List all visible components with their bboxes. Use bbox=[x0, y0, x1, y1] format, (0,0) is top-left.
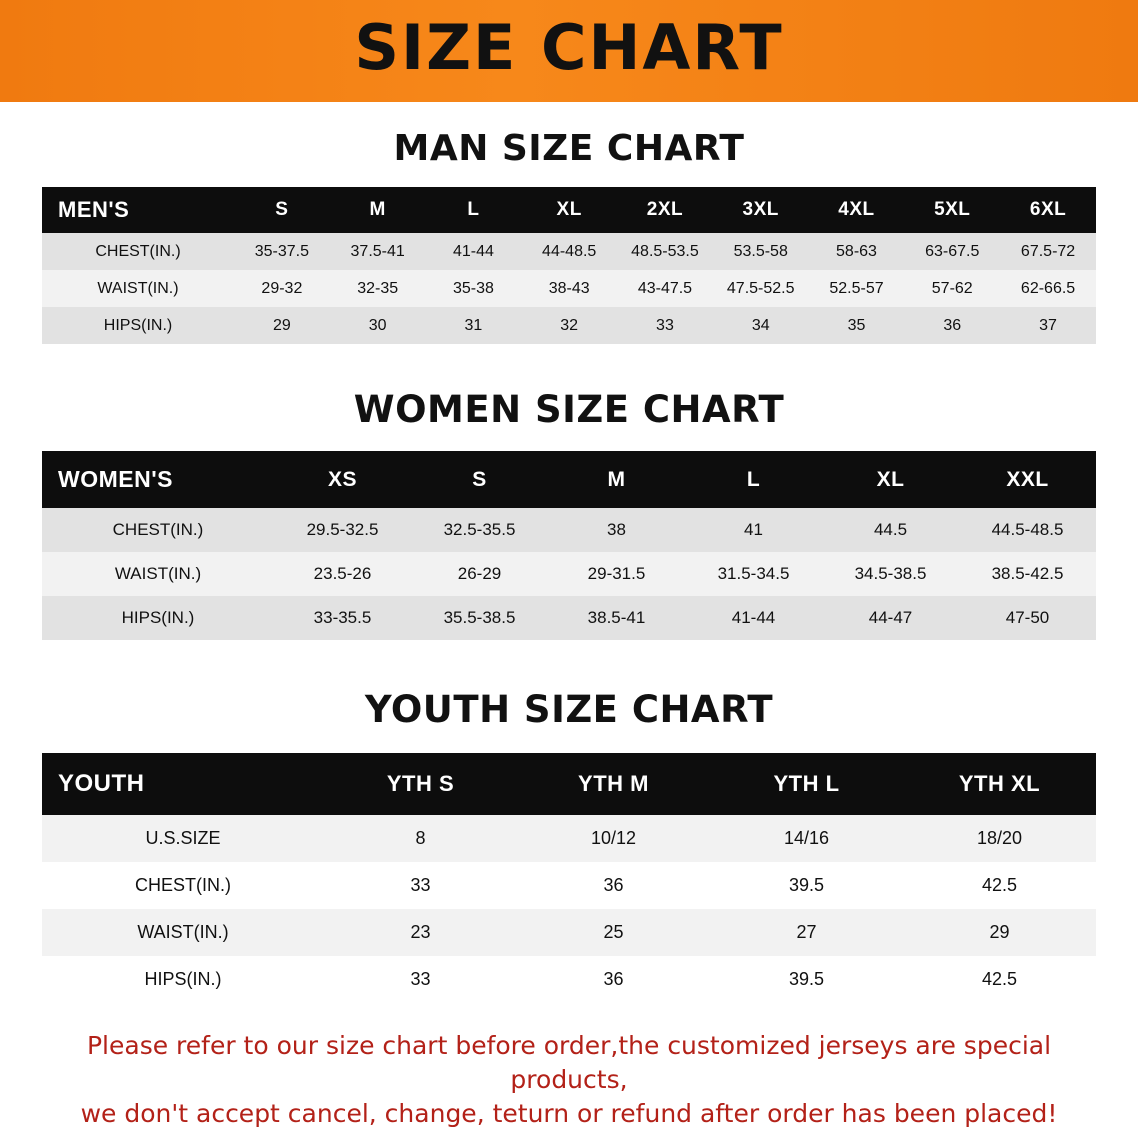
women-col-3: M bbox=[607, 467, 626, 491]
youth-waist-l: 27 bbox=[796, 922, 817, 942]
youth-hips-l: 39.5 bbox=[788, 969, 825, 989]
youth-chest-s: 33 bbox=[410, 875, 431, 895]
man-col-9: 6XL bbox=[1029, 199, 1067, 220]
youth-col-4: YTH XL bbox=[958, 771, 1041, 796]
table-row bbox=[42, 270, 1096, 307]
youth-table-body bbox=[42, 815, 1096, 1003]
women-chest-m: 38 bbox=[607, 520, 626, 539]
youth-hips-xl: 42.5 bbox=[981, 969, 1018, 989]
man-hips-m: 30 bbox=[368, 316, 387, 334]
youth-size-table bbox=[42, 753, 1096, 1003]
youth-chest-xl: 42.5 bbox=[981, 875, 1018, 895]
man-waist-3xl: 47.5-52.5 bbox=[726, 279, 795, 297]
youth-table-header bbox=[42, 753, 1096, 815]
man-hips-3xl: 34 bbox=[751, 316, 770, 334]
man-col-3: L bbox=[467, 199, 480, 220]
youth-hips-s: 33 bbox=[410, 969, 431, 989]
man-corner-label: MEN'S bbox=[58, 197, 130, 222]
man-chest-2xl: 48.5-53.5 bbox=[631, 242, 699, 260]
man-waist-xl: 38-43 bbox=[548, 279, 590, 297]
youth-chest-m: 36 bbox=[603, 875, 624, 895]
man-hips-6xl: 37 bbox=[1039, 316, 1057, 334]
women-col-2: S bbox=[472, 467, 487, 491]
man-hips-5xl: 36 bbox=[943, 316, 962, 334]
man-chest-4xl: 58-63 bbox=[836, 242, 877, 260]
women-size-table-wrap bbox=[42, 451, 1096, 640]
youth-chest-l: 39.5 bbox=[788, 875, 825, 895]
man-waist-2xl: 43-47.5 bbox=[637, 279, 693, 297]
youth-size-table-wrap bbox=[42, 753, 1096, 1003]
youth-ussize-s: 8 bbox=[415, 828, 426, 848]
man-chest-xl: 44-48.5 bbox=[542, 242, 597, 260]
table-row bbox=[42, 552, 1096, 596]
man-chest-6xl: 67.5-72 bbox=[1020, 242, 1076, 260]
youth-waist-xl: 29 bbox=[989, 922, 1010, 942]
youth-col-2: YTH M bbox=[578, 771, 649, 796]
table-row bbox=[42, 233, 1096, 270]
banner bbox=[0, 0, 1138, 102]
women-col-1: XS bbox=[327, 467, 357, 491]
man-hips-2xl: 33 bbox=[656, 316, 674, 334]
women-hips-s: 35.5-38.5 bbox=[443, 608, 516, 627]
women-chest-xs: 29.5-32.5 bbox=[306, 520, 379, 539]
youth-hips-m: 36 bbox=[603, 969, 624, 989]
women-corner-label: WOMEN'S bbox=[58, 466, 174, 492]
women-row-label-waist: WAIST(IN.) bbox=[114, 564, 202, 583]
women-chest-s: 32.5-35.5 bbox=[443, 520, 516, 539]
table-header-row bbox=[42, 187, 1096, 233]
man-waist-5xl: 57-62 bbox=[931, 279, 973, 297]
table-row bbox=[42, 862, 1096, 909]
footer-line-2: we don't accept cancel, change, teturn or refund after order has been placed! bbox=[80, 1098, 1058, 1128]
man-chest-m: 37.5-41 bbox=[350, 242, 405, 260]
man-section-heading: MAN SIZE CHART bbox=[393, 128, 745, 169]
man-size-table-wrap bbox=[42, 187, 1096, 344]
man-waist-m: 32-35 bbox=[357, 279, 399, 297]
man-row-label-chest: CHEST(IN.) bbox=[95, 242, 181, 260]
man-table-header bbox=[42, 187, 1096, 233]
man-table-body bbox=[42, 233, 1096, 344]
women-chest-l: 41 bbox=[744, 520, 763, 539]
women-table-header bbox=[42, 451, 1096, 508]
man-col-7: 4XL bbox=[838, 199, 875, 220]
table-header-row bbox=[42, 753, 1096, 815]
man-chest-5xl: 63-67.5 bbox=[925, 242, 980, 260]
man-hips-xl: 32 bbox=[560, 316, 579, 334]
youth-row-label-chest: CHEST(IN.) bbox=[135, 875, 231, 895]
youth-col-3: YTH L bbox=[773, 771, 840, 796]
women-waist-l: 31.5-34.5 bbox=[717, 564, 790, 583]
man-hips-4xl: 35 bbox=[847, 316, 866, 334]
women-hips-xl: 44-47 bbox=[868, 608, 913, 627]
youth-ussize-m: 10/12 bbox=[590, 828, 637, 848]
youth-corner-label: YOUTH bbox=[58, 770, 145, 797]
youth-row-label-ussize: U.S.SIZE bbox=[145, 828, 221, 848]
man-size-table bbox=[42, 187, 1096, 344]
man-col-1: S bbox=[275, 199, 289, 220]
women-waist-m: 29-31.5 bbox=[587, 564, 646, 583]
women-hips-l: 41-44 bbox=[731, 608, 776, 627]
women-chest-xxl: 44.5-48.5 bbox=[991, 520, 1064, 539]
women-col-4: L bbox=[746, 467, 761, 491]
footer-line-1: Please refer to our size chart before order,the customized jerseys are special products, bbox=[86, 1031, 1052, 1094]
man-chest-s: 35-37.5 bbox=[254, 242, 310, 260]
youth-col-1: YTH S bbox=[386, 771, 455, 796]
youth-waist-m: 25 bbox=[603, 922, 624, 942]
man-row-label-waist: WAIST(IN.) bbox=[97, 279, 179, 297]
table-row bbox=[42, 307, 1096, 344]
youth-section-heading: YOUTH SIZE CHART bbox=[364, 688, 774, 731]
women-waist-xl: 34.5-38.5 bbox=[854, 564, 927, 583]
women-row-label-chest: CHEST(IN.) bbox=[112, 520, 204, 539]
women-size-table bbox=[42, 451, 1096, 640]
banner-title: SIZE CHART bbox=[354, 11, 784, 84]
women-col-5: XL bbox=[876, 467, 905, 491]
man-chest-3xl: 53.5-58 bbox=[733, 242, 788, 260]
man-waist-s: 29-32 bbox=[261, 279, 303, 297]
man-row-label-hips: HIPS(IN.) bbox=[103, 316, 173, 334]
women-table-body bbox=[42, 508, 1096, 640]
women-hips-m: 38.5-41 bbox=[587, 608, 646, 627]
man-waist-6xl: 62-66.5 bbox=[1020, 279, 1076, 297]
man-waist-l: 35-38 bbox=[452, 279, 494, 297]
man-col-2: M bbox=[369, 199, 386, 220]
man-hips-s: 29 bbox=[272, 316, 291, 334]
table-row bbox=[42, 909, 1096, 956]
youth-row-label-hips: HIPS(IN.) bbox=[144, 969, 222, 989]
women-waist-xs: 23.5-26 bbox=[313, 564, 372, 583]
man-col-4: XL bbox=[556, 199, 582, 220]
table-row bbox=[42, 956, 1096, 1003]
women-row-label-hips: HIPS(IN.) bbox=[121, 608, 195, 627]
youth-ussize-xl: 18/20 bbox=[976, 828, 1023, 848]
youth-row-label-waist: WAIST(IN.) bbox=[137, 922, 229, 942]
youth-ussize-l: 14/16 bbox=[783, 828, 830, 848]
man-col-5: 2XL bbox=[646, 199, 684, 220]
women-section-heading: WOMEN SIZE CHART bbox=[353, 388, 785, 431]
man-hips-l: 31 bbox=[464, 316, 483, 334]
women-waist-s: 26-29 bbox=[457, 564, 502, 583]
man-chest-l: 41-44 bbox=[452, 242, 494, 260]
women-waist-xxl: 38.5-42.5 bbox=[991, 564, 1064, 583]
women-hips-xs: 33-35.5 bbox=[313, 608, 372, 627]
women-col-6: XXL bbox=[1006, 467, 1049, 491]
table-row bbox=[42, 508, 1096, 552]
women-hips-xxl: 47-50 bbox=[1005, 608, 1050, 627]
women-chest-xl: 44.5 bbox=[873, 520, 908, 539]
man-waist-4xl: 52.5-57 bbox=[829, 279, 884, 297]
footer-disclaimer bbox=[40, 1029, 1098, 1130]
man-col-8: 5XL bbox=[934, 199, 971, 220]
table-row bbox=[42, 815, 1096, 862]
youth-waist-s: 23 bbox=[410, 922, 431, 942]
man-col-6: 3XL bbox=[742, 199, 779, 220]
table-row bbox=[42, 596, 1096, 640]
table-header-row bbox=[42, 451, 1096, 508]
